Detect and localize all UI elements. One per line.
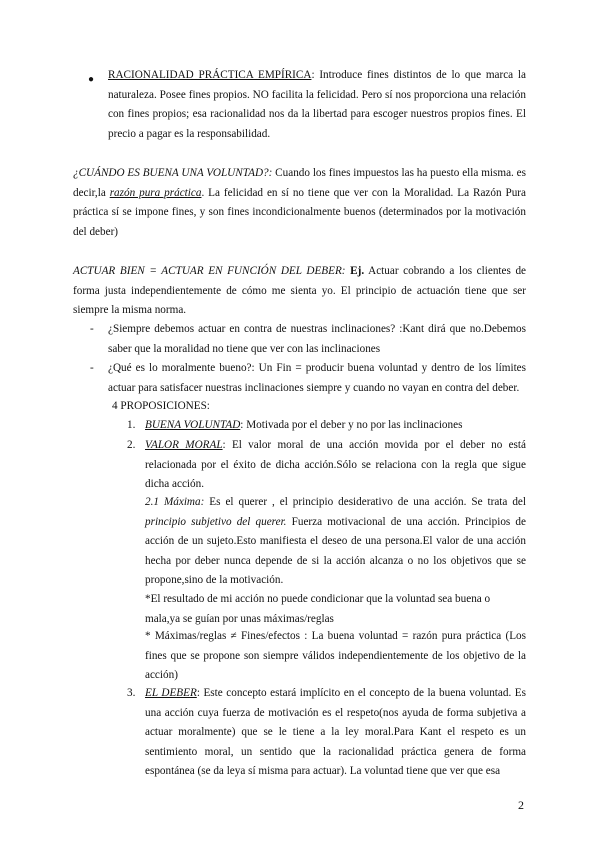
prop-1-title: BUENA VOLUNTAD [145,419,241,431]
note-resultado: *El resultado de mi acción no puede condicionar que la voluntad sea buena o mala,ya se guían por unas máximas/reglas [145,593,491,625]
prop-2-text: : El valor moral de una acción movida por el deber no está relacionada por el éxito de dicha acción.Sólo se relaciona con la regla que sigue dicha acción. [145,439,526,490]
actuar-paragraph [73,262,526,321]
prop-3-text: : Este concepto estará implícito en el concepto de la buena voluntad. Es una acción cuya fuerza de motivación es el respeto(nos ayuda de forma subjetiva a actuar moralmente) que se le tiene a la ley moral.Para Kant el respeto es un sentimiento moral, un sentido que la racionalidad práctica genera de forma espontánea (se da leya sí misma para actuar). La voluntad tiene que ver que esa [145,687,526,777]
cuando-text-after: . La felicidad en sí no tiene que ver con la Moralidad. La Razón Pura práctica sí se impone fines, y son fines incondicionalmente buenos (determinados por la motivación del deber) [73,186,526,238]
maxima-text-2: Fuerza motivacional de una acción. Principios de acción de un sujeto.Esto manifiesta el deseo de una persona.El valor de una acción hecha por deber nunca depende de si la acción alcanza o no los objetivos que se propone,sino de la motivación. [145,515,526,586]
prop-2-valor-moral [145,436,526,495]
page-number: 2 [518,798,524,812]
razon-pura-practica-term: razón pura práctica [109,186,202,199]
cuando-paragraph [73,164,526,242]
bullet-icon: ● [88,74,95,85]
cuando-text-before: Cuando los fines impuestos las ha puesto ella misma. es decir,la [73,167,526,199]
prop-1-buena-voluntad [145,416,526,436]
racionalidad-heading: RACIONALIDAD PRÁCTICA EMPÍRICA [108,69,312,81]
dash-marker: - [90,323,94,335]
racionalidad-paragraph [108,66,526,144]
prop-2-title: VALOR MORAL [145,439,223,451]
prop-1-text: : Motivada por el deber y no por las inclinaciones [240,419,463,431]
prop-3-title: EL DEBER [145,687,197,699]
actuar-example-label: Ej. [345,265,365,277]
prop-3-el-deber [145,684,526,782]
prop-number: 1. [127,419,136,431]
actuar-text: Actuar cobrando a los clientes de forma justa independientemente de cómo me sienta yo. El principio de actuación tiene que ser siempre la misma norma. [73,265,527,316]
dash-item: ¿Siempre debemos actuar en contra de nuestras inclinaciones? :Kant dirá que no.Debemos saber que la moralidad no tiene que ver con las inclinaciones [108,323,526,355]
maxima-italic: principio subjetivo del querer. [145,515,287,528]
dash-marker: - [90,362,94,374]
maxima-text-1: Es el querer , el principio desiderativo de una acción. Se trata del [204,496,527,508]
cuando-question: ¿CUÁNDO ES BUENA UNA VOLUNTAD?: [73,167,273,179]
maxima-label: 2.1 Máxima: [145,496,205,508]
racionalidad-text: : Introduce fines distintos de lo que marca la naturaleza. Posee fines propios. NO facilita la felicidad. Pero sí nos proporciona una relación con fines propios; esa racionalidad nos da la libertad para escoger nuestros propios fines. El precio a pagar es la responsabilidad. [108,69,526,140]
note-maximas: * Máximas/reglas ≠ Fines/efectos : La buena voluntad = razón pura práctica (Los fines que se propone son siempre válidos independientemente de los objetivo de la acción) [145,630,526,681]
dash-item: ¿Qué es lo moralmente bueno?: Un Fin = producir buena voluntad y dentro de los límites actuar para satisfacer nuestras inclinaciones siempre y cuando no vayan en contra del deber. [108,362,526,394]
maxima-paragraph [145,493,526,591]
proposiciones-title: 4 PROPOSICIONES: [112,400,210,412]
prop-number: 3. [127,687,136,699]
actuar-heading: ACTUAR BIEN = ACTUAR EN FUNCIÓN DEL DEBER: [73,265,346,277]
prop-number: 2. [127,439,136,451]
